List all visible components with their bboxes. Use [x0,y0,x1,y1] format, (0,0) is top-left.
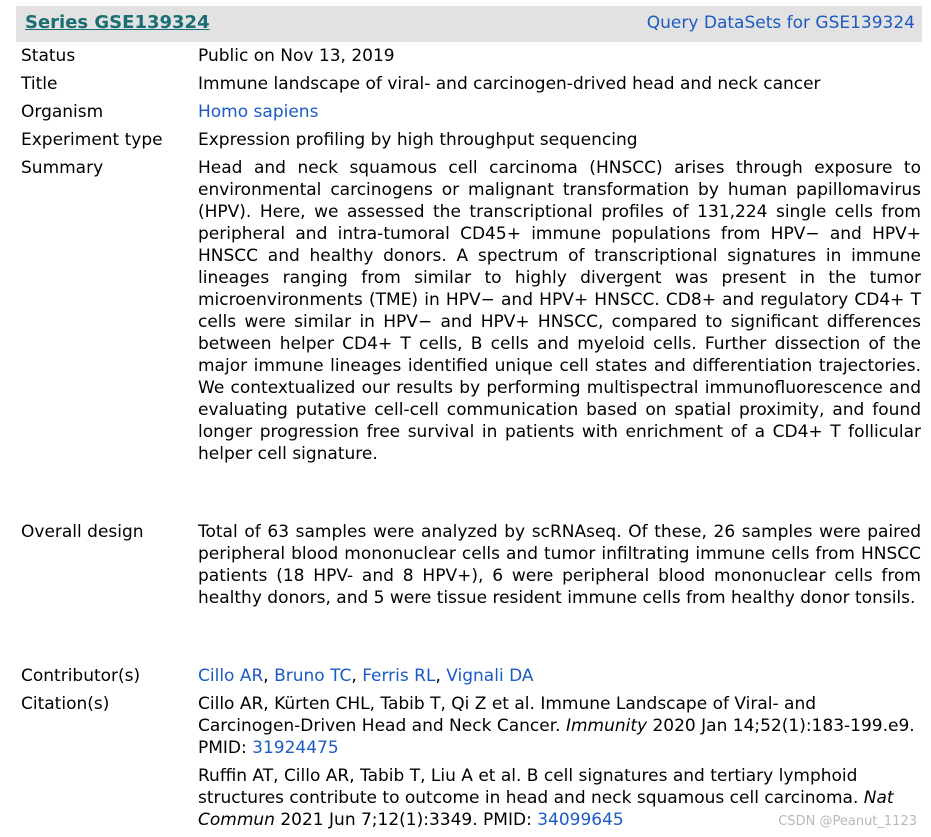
citations-row [21,693,921,833]
organism-label: Organism [21,102,104,122]
contributors-value [198,665,921,687]
title-row [21,73,921,95]
organism-row [21,101,921,123]
query-datasets-link[interactable]: Query DataSets for GSE139324 [646,13,915,33]
series-header-bar [16,6,922,42]
citation-ref: 2021 Jun 7;12(1):3349. PMID: [274,810,538,830]
pmid-link[interactable]: 31924475 [252,738,339,758]
contributor-link[interactable]: Ferris RL [362,666,436,686]
citation-text: Cillo AR, Kürten CHL, Tabib T, Qi Z et al. Immune Landscape of Viral- and Carcinogen-Driven Head and Neck Cancer. [198,694,817,736]
summary-value: Head and neck squamous cell carcinoma (HNSCC) arises through exposure to environmental carcinogens or malignant transformation by human papillomavirus (HPV). Here, we assessed the transcriptional profiles of 131,224 single cells from peripheral and intra-tumoral CD45+ immune populations from HPV− and HPV+ HNSCC and healthy donors. A spectrum of transcriptional signatures in immune lineages ranging from similar to highly divergent was present in the tumor microenvironments (TME) in HPV− and HPV+ HNSCC. CD8+ and regulatory CD4+ T cells were similar in HPV− and HPV+ HNSCC, compared to significant differences between helper CD4+ T cells, B cells and myeloid cells. Further dissection of the major immune lineages identified unique cell states and differentiation trajectories. We contextualized our results by performing multispectral immunofluorescence and evaluating putative cell-cell communication based on spatial proximity, and found longer progression free survival in patients with enrichment of a CD4+ T follicular helper cell signature. [198,158,921,464]
experiment-type-label: Experiment type [21,130,163,150]
series-link[interactable]: Series GSE139324 [25,12,210,33]
contributor-link[interactable]: Cillo AR [198,666,264,686]
citation-1 [198,693,921,759]
organism-link[interactable]: Homo sapiens [198,102,319,122]
citation-journal: Immunity [565,716,648,736]
contributors-label: Contributor(s) [21,666,141,686]
status-label: Status [21,46,76,66]
contributors-row [21,665,921,687]
experiment-type-value: Expression profiling by high throughput sequencing [198,130,638,150]
contributor-separator: , [351,666,363,686]
overall-design-value: Total of 63 samples were analyzed by scRNAseq. Of these, 26 samples were paired peripheral blood mononuclear cells and tumor infiltrating immune cells from HNSCC patients (18 HPV- and 8 HPV+), 6 were peripheral blood mononuclear cells from healthy donors, and 5 were tissue resident immune cells from healthy donor tonsils. [198,522,921,608]
status-row [21,45,921,67]
experiment-type-row [21,129,921,151]
contributor-separator: , [263,666,275,686]
summary-label: Summary [21,158,104,178]
title-label: Title [21,74,58,94]
contributor-link[interactable]: Bruno TC [274,666,352,686]
status-value: Public on Nov 13, 2019 [198,46,395,66]
summary-row [21,157,921,497]
contributor-separator: , [435,666,447,686]
watermark: CSDN @Peanut_1123 [778,814,917,829]
pmid-link[interactable]: 34099645 [537,810,624,830]
contributor-link[interactable]: Vignali DA [446,666,534,686]
citation-ref: 2020 Jan 14;52(1):183-199.e9. PMID: [198,716,915,758]
overall-design-row [21,521,921,641]
title-value: Immune landscape of viral- and carcinogen-drived head and neck cancer [198,74,821,94]
citation-journal: Nat Commun [198,788,894,830]
citation-text: Ruffin AT, Cillo AR, Tabib T, Liu A et al. B cell signatures and tertiary lymphoid structures contribute to outcome in head and neck squamous cell carcinoma. [198,766,864,808]
overall-design-label: Overall design [21,522,144,542]
citations-label: Citation(s) [21,694,110,714]
